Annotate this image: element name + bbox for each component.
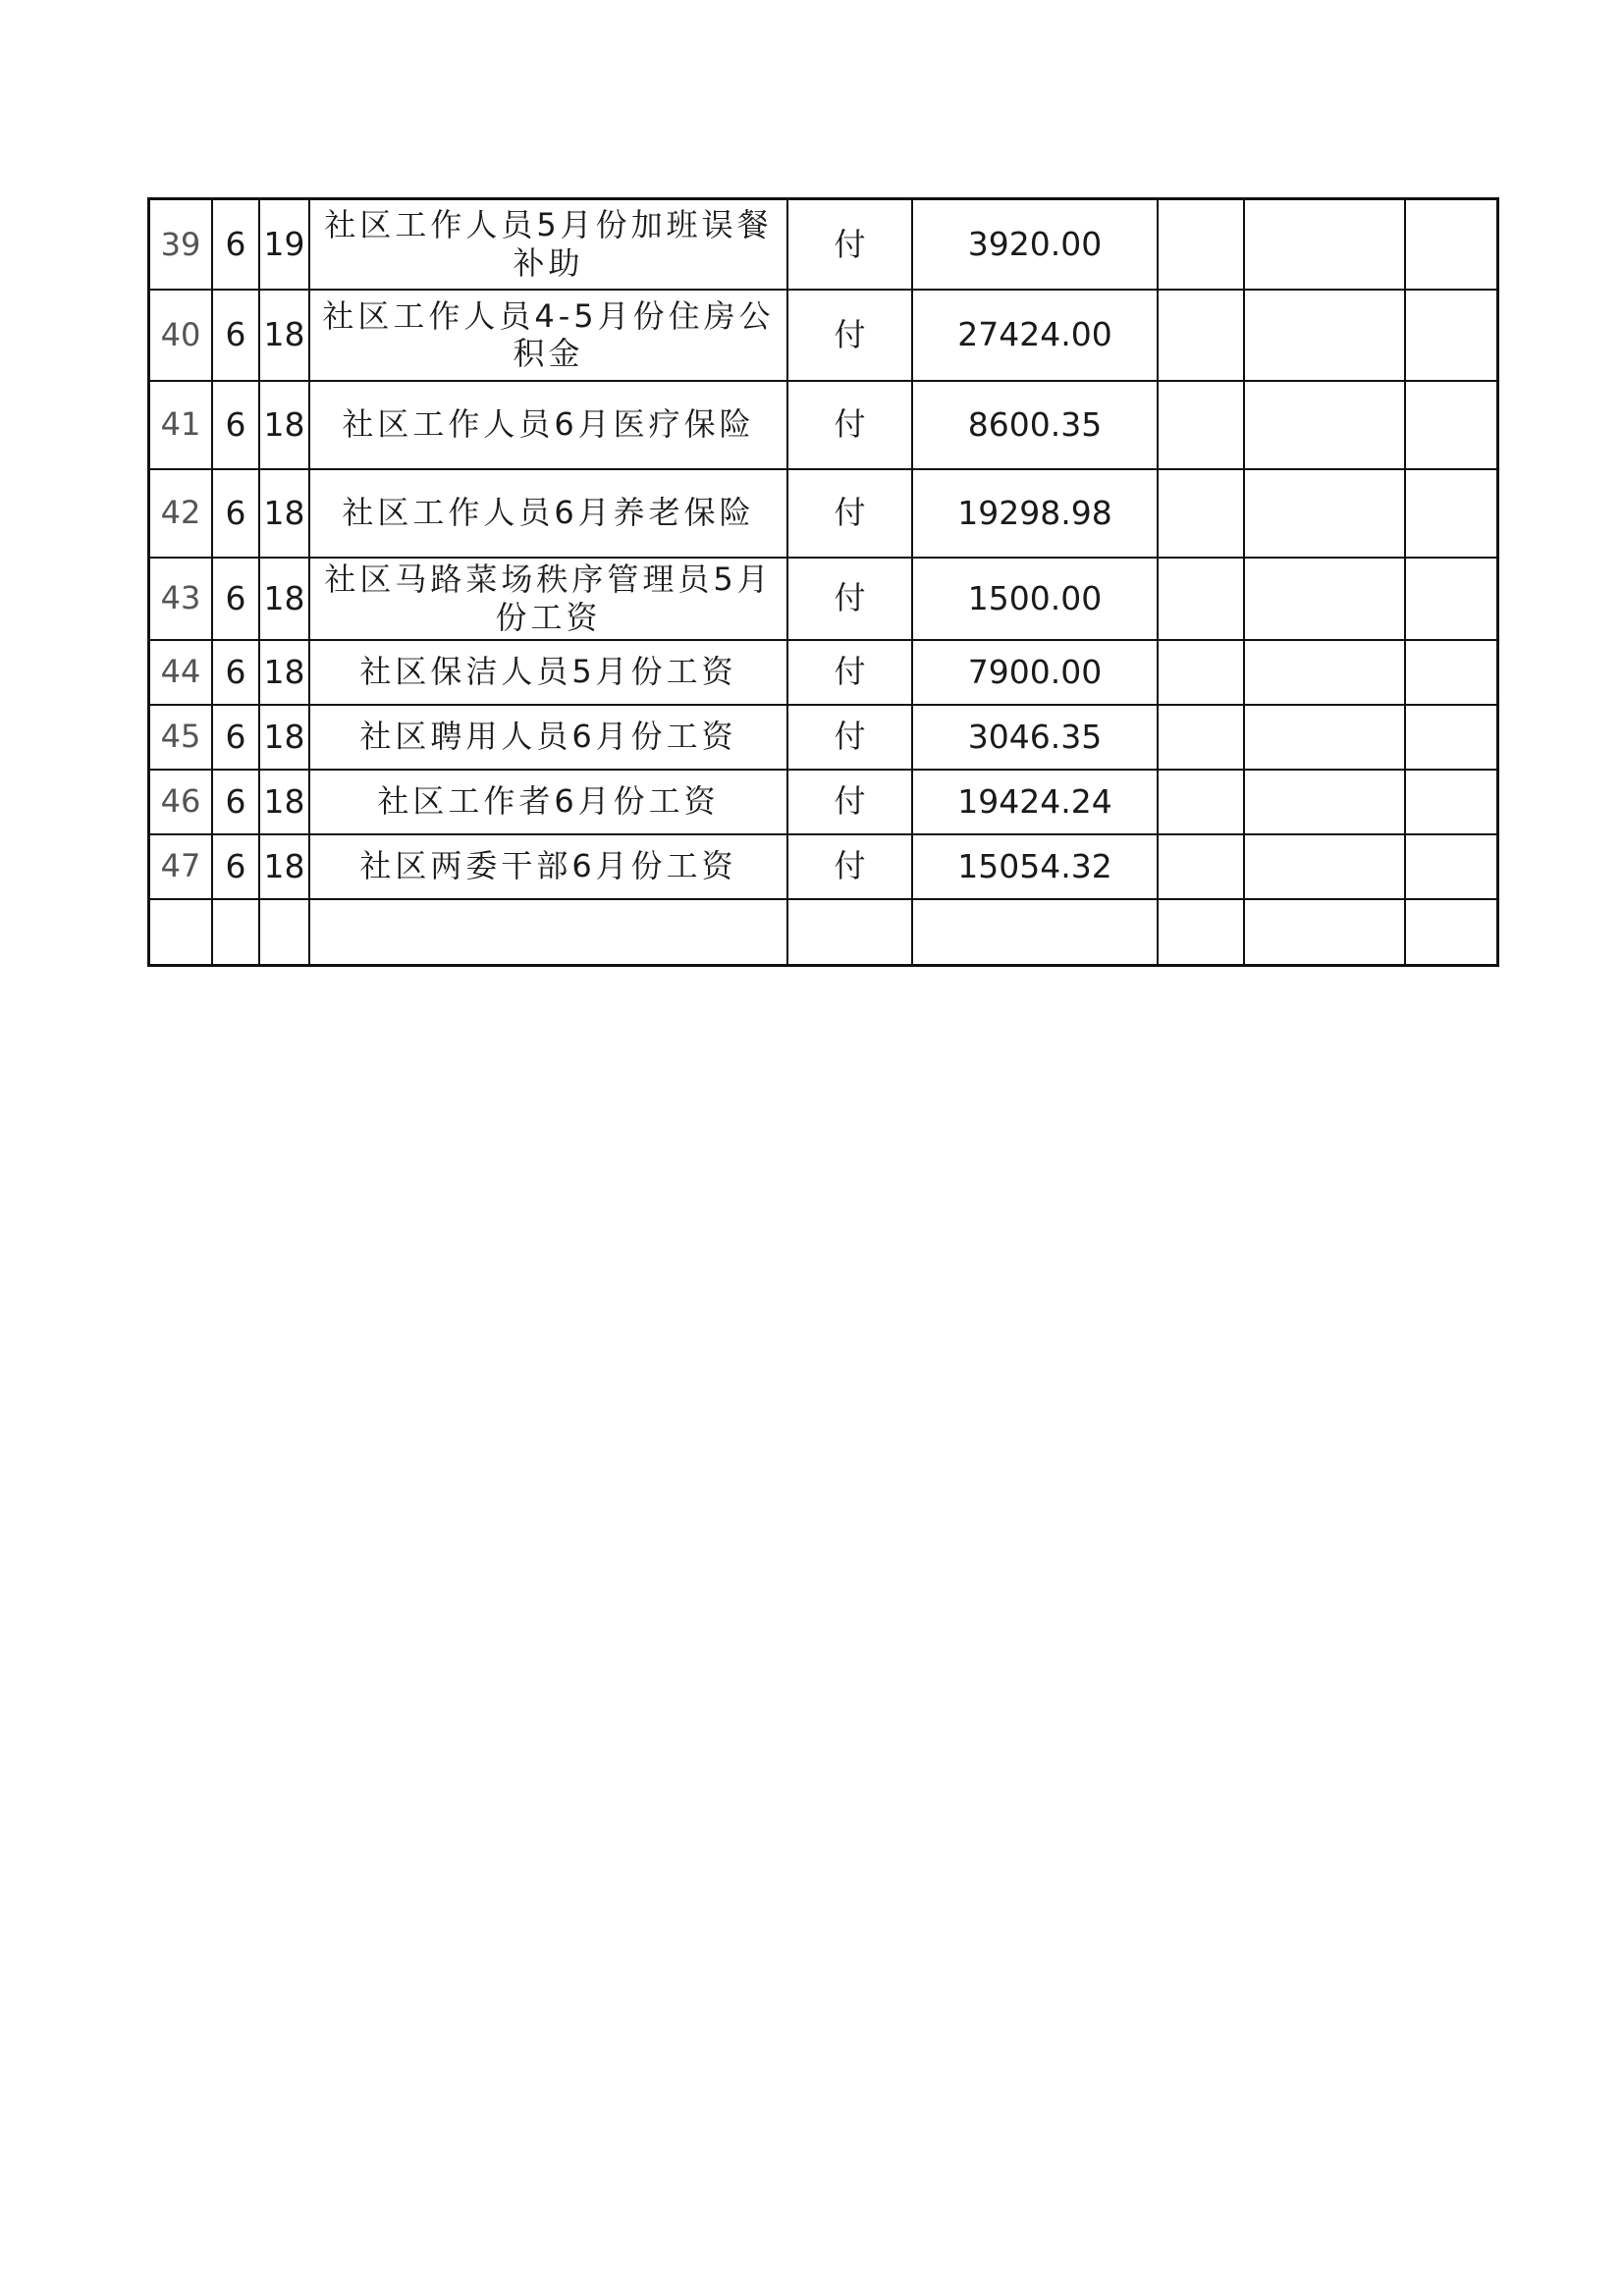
direction-cell: 付	[787, 834, 912, 899]
description-cell: 社区马路菜场秩序管理员5月份工资	[309, 558, 787, 640]
seq-cell: 43	[149, 558, 213, 640]
amount-cell: 19298.98	[912, 469, 1158, 558]
blank-cell-1	[1158, 834, 1244, 899]
day-cell: 18	[259, 770, 309, 834]
blank-cell-1	[1158, 558, 1244, 640]
amount-cell: 15054.32	[912, 834, 1158, 899]
month-cell: 6	[212, 640, 259, 705]
blank-cell-1	[1158, 705, 1244, 770]
direction-cell: 付	[787, 558, 912, 640]
table-row	[149, 558, 1498, 640]
blank-cell-1	[1158, 290, 1244, 381]
table-row	[149, 469, 1498, 558]
amount-cell: 19424.24	[912, 770, 1158, 834]
blank-cell-2	[1244, 381, 1405, 469]
day-cell	[259, 899, 309, 966]
direction-cell: 付	[787, 770, 912, 834]
table-row	[149, 834, 1498, 899]
blank-cell-1	[1158, 199, 1244, 290]
blank-cell-2	[1244, 199, 1405, 290]
description-cell: 社区工作人员5月份加班误餐补助	[309, 199, 787, 290]
day-cell: 19	[259, 199, 309, 290]
day-cell: 18	[259, 290, 309, 381]
table-row	[149, 705, 1498, 770]
blank-cell-3	[1405, 834, 1498, 899]
month-cell: 6	[212, 558, 259, 640]
amount-cell: 27424.00	[912, 290, 1158, 381]
blank-cell-2	[1244, 834, 1405, 899]
month-cell: 6	[212, 705, 259, 770]
blank-cell-3	[1405, 199, 1498, 290]
blank-cell-2	[1244, 705, 1405, 770]
day-cell: 18	[259, 705, 309, 770]
day-cell: 18	[259, 834, 309, 899]
month-cell	[212, 899, 259, 966]
description-cell: 社区工作人员6月养老保险	[309, 469, 787, 558]
description-cell	[309, 899, 787, 966]
blank-cell-3	[1405, 899, 1498, 966]
month-cell: 6	[212, 290, 259, 381]
amount-cell: 3920.00	[912, 199, 1158, 290]
direction-cell: 付	[787, 199, 912, 290]
seq-cell: 45	[149, 705, 213, 770]
direction-cell: 付	[787, 469, 912, 558]
amount-cell: 1500.00	[912, 558, 1158, 640]
direction-cell: 付	[787, 705, 912, 770]
blank-cell-3	[1405, 469, 1498, 558]
blank-cell-2	[1244, 640, 1405, 705]
ledger-table	[147, 197, 1499, 967]
blank-cell-1	[1158, 381, 1244, 469]
blank-cell-2	[1244, 899, 1405, 966]
blank-cell-3	[1405, 558, 1498, 640]
seq-cell: 41	[149, 381, 213, 469]
seq-cell: 40	[149, 290, 213, 381]
month-cell: 6	[212, 770, 259, 834]
direction-cell: 付	[787, 290, 912, 381]
table-row	[149, 381, 1498, 469]
blank-cell-3	[1405, 290, 1498, 381]
seq-cell: 47	[149, 834, 213, 899]
description-cell: 社区工作人员6月医疗保险	[309, 381, 787, 469]
seq-cell	[149, 899, 213, 966]
direction-cell	[787, 899, 912, 966]
seq-cell: 42	[149, 469, 213, 558]
day-cell: 18	[259, 640, 309, 705]
month-cell: 6	[212, 834, 259, 899]
seq-cell: 46	[149, 770, 213, 834]
blank-cell-1	[1158, 640, 1244, 705]
blank-cell-1	[1158, 899, 1244, 966]
direction-cell: 付	[787, 381, 912, 469]
amount-cell: 7900.00	[912, 640, 1158, 705]
description-cell: 社区聘用人员6月份工资	[309, 705, 787, 770]
blank-cell-2	[1244, 770, 1405, 834]
month-cell: 6	[212, 469, 259, 558]
table-row	[149, 199, 1498, 290]
blank-cell-3	[1405, 381, 1498, 469]
blank-cell-2	[1244, 558, 1405, 640]
amount-cell	[912, 899, 1158, 966]
amount-cell: 3046.35	[912, 705, 1158, 770]
blank-cell-3	[1405, 770, 1498, 834]
table-row	[149, 899, 1498, 966]
blank-cell-2	[1244, 290, 1405, 381]
blank-cell-2	[1244, 469, 1405, 558]
blank-cell-1	[1158, 770, 1244, 834]
description-cell: 社区两委干部6月份工资	[309, 834, 787, 899]
table-row	[149, 290, 1498, 381]
description-cell: 社区工作人员4-5月份住房公积金	[309, 290, 787, 381]
day-cell: 18	[259, 381, 309, 469]
blank-cell-3	[1405, 705, 1498, 770]
seq-cell: 44	[149, 640, 213, 705]
amount-cell: 8600.35	[912, 381, 1158, 469]
month-cell: 6	[212, 199, 259, 290]
table-row	[149, 640, 1498, 705]
description-cell: 社区工作者6月份工资	[309, 770, 787, 834]
seq-cell: 39	[149, 199, 213, 290]
day-cell: 18	[259, 469, 309, 558]
ledger-body	[149, 199, 1498, 966]
table-row	[149, 770, 1498, 834]
direction-cell: 付	[787, 640, 912, 705]
blank-cell-1	[1158, 469, 1244, 558]
blank-cell-3	[1405, 640, 1498, 705]
month-cell: 6	[212, 381, 259, 469]
day-cell: 18	[259, 558, 309, 640]
description-cell: 社区保洁人员5月份工资	[309, 640, 787, 705]
